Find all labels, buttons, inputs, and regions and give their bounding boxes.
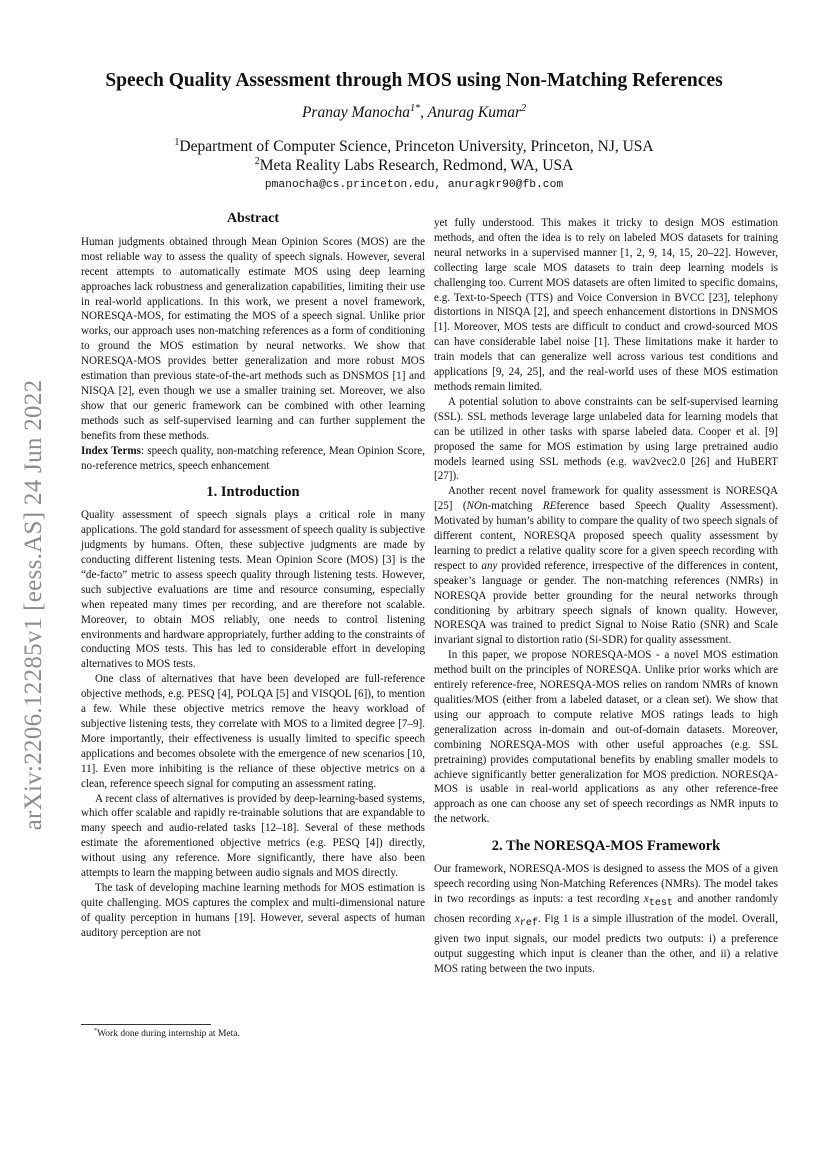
author-1-mark: 1* <box>410 102 421 114</box>
index-terms <box>81 444 425 474</box>
p7-acronym-q: Q <box>676 500 685 513</box>
author-separator: , <box>420 104 428 121</box>
p7-text-e: ference based <box>556 500 635 513</box>
framework-heading: 2. The NORESQA-MOS Framework <box>491 838 721 855</box>
x-ref-subscript: ref <box>519 918 538 930</box>
author-2-mark: 2 <box>521 102 527 114</box>
p7-acronym-s: S <box>634 500 641 513</box>
affiliation-1-text: Department of Computer Science, Princeton University, Princeton, NJ, USA <box>179 138 654 155</box>
p7-text-c: n-matching <box>481 500 543 513</box>
author-2: Anurag Kumar <box>427 104 521 121</box>
abstract-text: Human judgments obtained through Mean Opinion Scores (MOS) are the most reliable way to assess the quality of speech signals. However, several recent attempts to automatically estimate MOS using deep learning approaches lack robustness and generalization capabilities, limiting their use in real-world applications. In this work, we present a novel framework, NORESQA-MOS, for estimating the MOS of a speech signal. Unlike prior works, our approach uses non-matching references as a form of conditioning to ground the MOS estimation by neural networks. We show that NORESQA-MOS provides better generalization and more robust MOS estimation than previous state-of-the-art methods such as DNSMOS [1] and NISQA [2], even though we use a smaller training set. Moreover, we also show that our generic framework can be combined with other learning methods such as self-supervised learning and can further supplement the benefits from these methods. <box>81 235 425 442</box>
intro-paragraph-5: yet fully understood. This makes it tricky to design MOS estimation methods, and often the idea is to rely on labeled MOS datasets for training neural networks in a supervised manner [1, 2, 9, 14, 15, 20–22]. However, collecting large scale MOS datasets to train deep learning models is challenging too. Current MOS datasets are often limited to specific domains, e.g. Text-to-Speech (TTS) and Voice Conversion in BVCC [23], telephony distortions in NISQA [2], and speech enhancement distortions in DNSMOS [1]. Moreover, MOS tests are difficult to conduct and crowd-sourced MOS can have considerable label noise [1]. These limitations make it harder to train models that can generalize well across various test conditions and applications [9, 24, 25], and the real-world uses of these MOS estimation methods remain limited. <box>434 217 778 393</box>
footnote <box>94 1029 240 1039</box>
abstract-heading: Abstract <box>226 211 280 226</box>
x-test-subscript: test <box>648 898 673 910</box>
left-column <box>81 212 425 941</box>
right-column <box>434 216 778 977</box>
fw-text-a: Our framework, NORESQA-MOS is designed to assess the MOS of a given speech recording using Non-Matching References (NMRs). The model takes in two recordings as inputs: a test recording <box>434 863 778 905</box>
arxiv-stamp <box>14 345 54 865</box>
author-1: Pranay Manocha <box>301 104 410 121</box>
intro-heading: 1. Introduction <box>206 484 300 501</box>
x-test-symbol: x <box>643 892 649 905</box>
paper-title: Speech Quality Assessment through MOS using Non-Matching References <box>105 70 723 91</box>
affiliations <box>60 137 768 175</box>
affiliation-1 <box>60 137 768 156</box>
intro-paragraph-1: Quality assessment of speech signals plays a critical role in many applications. The gold standard for assessment of speech quality is subjective judgments by humans. Often, these subjective judgments are made by conducting different listening tests. Mean Opinion Score (MOS) [3] is the “de-facto” metric to assess speech quality through listening tests. However, such subjective evaluations are time and resource consuming, especially when repeated many times per recording, and are therefore not scalable. Moreover, to obtain MOS reliably, one needs to control listening environments and hardware appropriately, further adding to the constraints of conducting MOS tests. This has led to considerable effort in developing alternatives to MOS tests. <box>81 509 425 671</box>
p7-text-a: Another recent novel framework for quality assessment is NORESQA [25] ( <box>434 485 778 513</box>
intro-paragraph-7 <box>434 484 778 648</box>
author-emails: pmanocha@cs.princeton.edu, anuragkr90@fb.com <box>264 179 564 191</box>
index-terms-label: Index Terms <box>81 444 141 457</box>
p7-acronym-no: NO <box>466 500 482 513</box>
x-ref-symbol: x <box>514 913 520 925</box>
intro-paragraph-4: The task of developing machine learning methods for MOS estimation is quite challenging. MOS captures the complex and multi-dimensional nature of quality perception in humans [19]. However, several aspects of human auditory perception are not <box>81 881 425 939</box>
affiliation-2 <box>60 156 768 175</box>
author-list <box>60 104 768 122</box>
intro-paragraph-6: A potential solution to above constraints can be self-supervised learning (SSL). SSL methods leverage large unlabeled data for learning models that can be utilized in other tasks with sparse labeled data. Cooper et al. [9] proposed the same for MOS estimation by using large pretrained audio models learned using SSL methods (e.g. wav2vec2.0 [26] and HuBERT [27]). <box>434 395 778 483</box>
footnote-rule <box>81 1024 211 1025</box>
p7-acronym-a: A <box>720 500 728 513</box>
fw-text-b: and another randomly chosen recording <box>434 892 779 925</box>
intro-paragraph-3: A recent class of alternatives is provided by deep-learning-based systems, which offer scalable and rapidly re-trainable solutions that are expandable to many speech and audio-related tasks [12–18]. Several of these methods estimate the aforementioned objective metrics (e.g. PESQ [4]) directly, without using any reference. More significantly, there have also been attempts to learn the mapping between audio signals and MOS directly. <box>81 792 425 880</box>
p7-text-g: peech <box>640 500 677 513</box>
footnote-text: Work done during internship at Meta. <box>97 1029 240 1039</box>
p7-text-i: uality <box>684 500 721 513</box>
affiliation-2-mark: 2 <box>254 155 260 167</box>
footnote-mark: * <box>94 1027 98 1034</box>
fw-text-c: . Fig 1 is a simple illustration of the model. Overall, given two input signals, our model predicts two outputs: i) a preference output suggesting which input is cleaner than the other, and ii) a relative MOS rating between the two inputs. <box>434 913 779 975</box>
p7-text-m: provided reference, irrespective of the differences in content, speaker’s language or gender. The non-matching references (NMRs) in NORESQA provide better grounding for the neural networks through conditioning by arbitrary speech signals of known quality. However, NORESQA was trained to predict Signal to Noise Ratio (SNR) and Scale invariant signal to distortion ratio (Si-SDR) for quality assessment. <box>434 559 778 647</box>
intro-paragraph-8: In this paper, we propose NORESQA-MOS - a novel MOS estimation method built on the principles of NORESQA. Unlike prior works which are entirely reference-free, NORESQA-MOS relies on random NMRs of known qualities/MOS (either from a labeled dataset, or a clean set). We show that using our approach to compute relative MOS ratings leads to high generalization across in-domain and out-of-domain datasets. Moreover, combining NORESQA-MOS with other useful approaches (e.g. SSL pretraining) provides computational benefits by enabling smaller models to achieve significantly better generalization for MOS prediction. NORESQA-MOS is usable in real-world applications as any other reference-free approach as one can choose any set of speech recordings as NMR inputs to the network. <box>434 649 778 826</box>
affiliation-1-mark: 1 <box>174 136 180 148</box>
intro-paragraph-2: One class of alternatives that have been developed are full-reference objective methods, e.g. PESQ [4], POLQA [5] and VISQOL [6]), to mention a few. While these objective metrics remove the heavy workload of subjective listening tests, they correlate with MOS to a limited degree [7–9]. More importantly, their effectiveness is usually limited to specific speech applications and becomes obsolete with the emergence of new scenarios [10, 11]. Even more inhibiting is the reliance of these objective metrics on a clean, reference speech signal for computing an assessment rating. <box>81 673 425 790</box>
p7-emph-any: any <box>481 559 498 572</box>
arxiv-stamp-text: arXiv:2206.12285v1 [eess.AS] 24 Jun 2022 <box>20 379 47 831</box>
p7-acronym-re: RE <box>542 500 557 513</box>
framework-paragraph-1 <box>434 862 778 977</box>
affiliation-2-text: Meta Reality Labs Research, Redmond, WA, USA <box>259 157 574 174</box>
p7-text-k: ssessment). Motivated by human’s ability to compare the quality of two speech signals of different content, NORESQA proposed speech quality assessment by learning to predict a relative quality score for a given speech recording with respect to <box>434 500 779 572</box>
index-terms-text: : speech quality, non-matching reference, Mean Opinion Score, no-reference metrics, speech enhancement <box>81 444 425 472</box>
